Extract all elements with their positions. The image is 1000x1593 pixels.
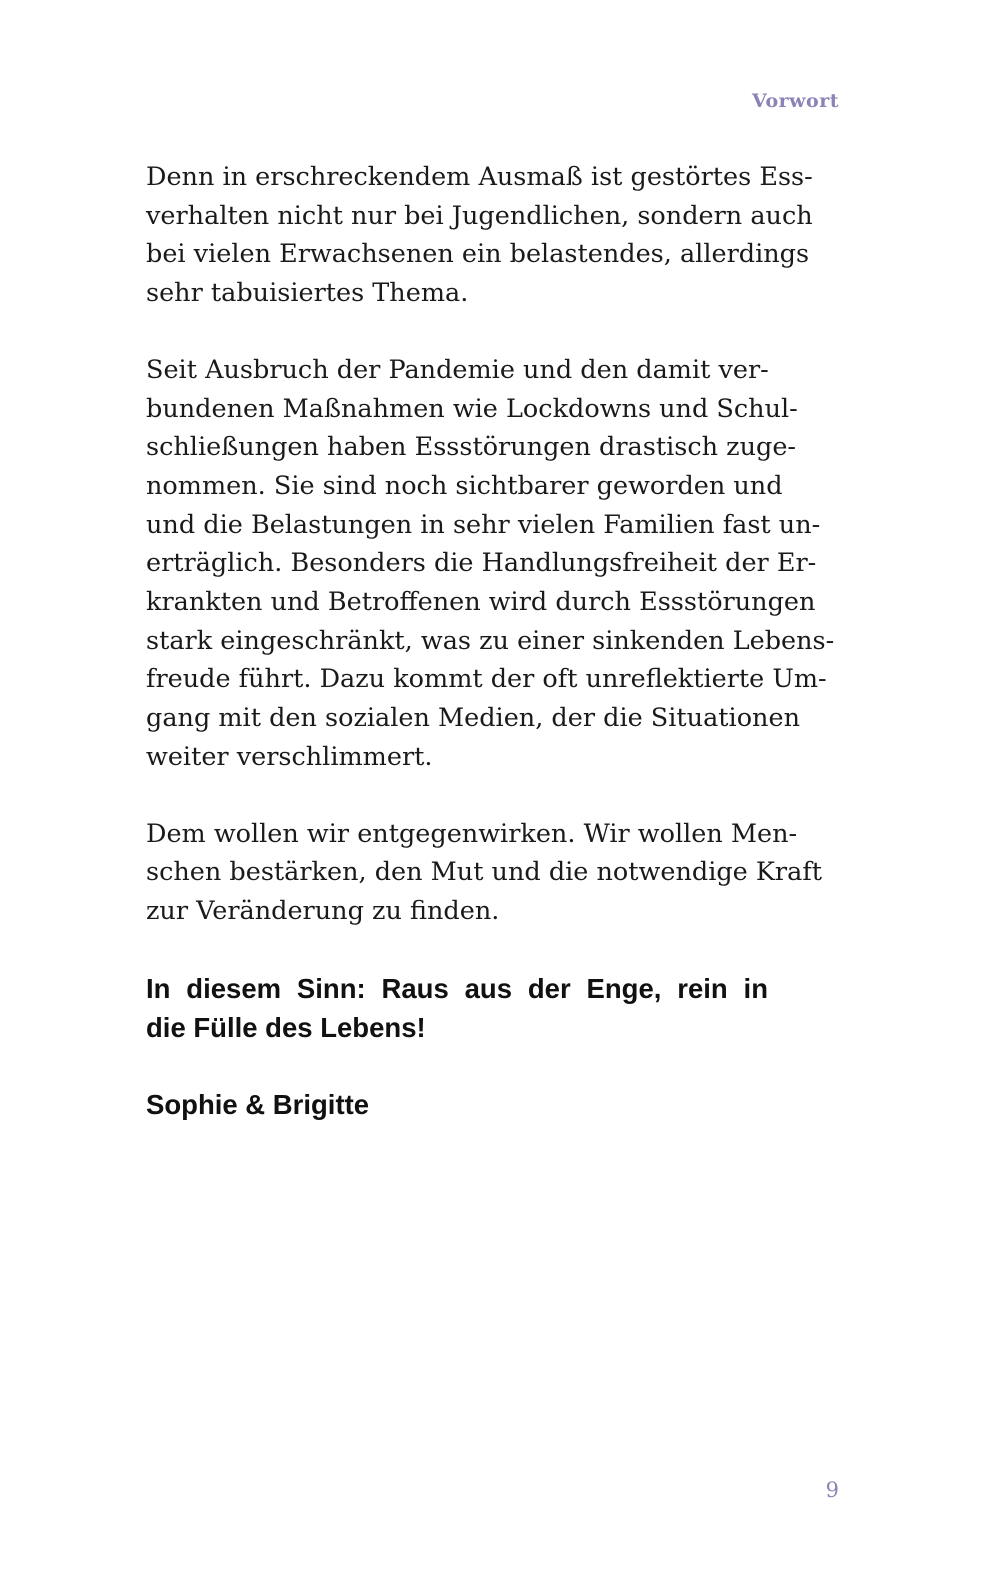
page-number: 9 (825, 1478, 839, 1502)
text-block (146, 158, 835, 1124)
text-line: stark eingeschränkt, was zu einer sinkenden Lebens- (146, 625, 835, 656)
text-line: sehr tabuisiertes Thema. (146, 278, 469, 309)
signature: Sophie & Brigitte (146, 1088, 370, 1120)
text-line: Seit Ausbruch der Pandemie und den damit ver- (146, 354, 769, 385)
text-line: schließungen haben Essstörungen drastisch zuge- (146, 432, 797, 463)
closing-statement (146, 969, 768, 1047)
text-line: bundenen Maßnahmen wie Lockdowns und Schul- (146, 393, 798, 424)
text-line: bei vielen Erwachsenen ein belastendes, allerdings (146, 239, 810, 270)
text-line: krankten und Betroffenen wird durch Essstörungen (146, 587, 816, 618)
text-line: erträglich. Besonders die Handlungsfreiheit der Er- (146, 548, 817, 579)
text-line: freude führt. Dazu kommt der oft unreflektierte Um- (146, 664, 827, 695)
text-line: gang mit den sozialen Medien, der die Situationen (146, 703, 800, 734)
paragraph-3 (146, 815, 822, 931)
text-line: verhalten nicht nur bei Jugendlichen, sondern auch (146, 200, 813, 231)
text-line: weiter verschlimmert. (146, 741, 433, 772)
paragraph-2 (146, 351, 835, 777)
paragraph-1 (146, 158, 813, 313)
text-line: In diesem Sinn: Raus aus der Enge, rein in (146, 972, 768, 1004)
text-line: schen bestärken, den Mut und die notwendige Kraft (146, 857, 822, 888)
text-line: zur Veränderung zu finden. (146, 895, 500, 926)
text-line: und die Belastungen in sehr vielen Familien fast un- (146, 509, 821, 540)
text-line: nommen. Sie sind noch sichtbarer geworden und (146, 470, 783, 501)
text-line: Dem wollen wir entgegenwirken. Wir wollen Men- (146, 818, 798, 849)
text-line: Denn in erschreckendem Ausmaß ist gestörtes Ess- (146, 162, 813, 192)
running-head: Vorwort (752, 90, 839, 112)
text-line: die Fülle des Lebens! (146, 1011, 426, 1043)
